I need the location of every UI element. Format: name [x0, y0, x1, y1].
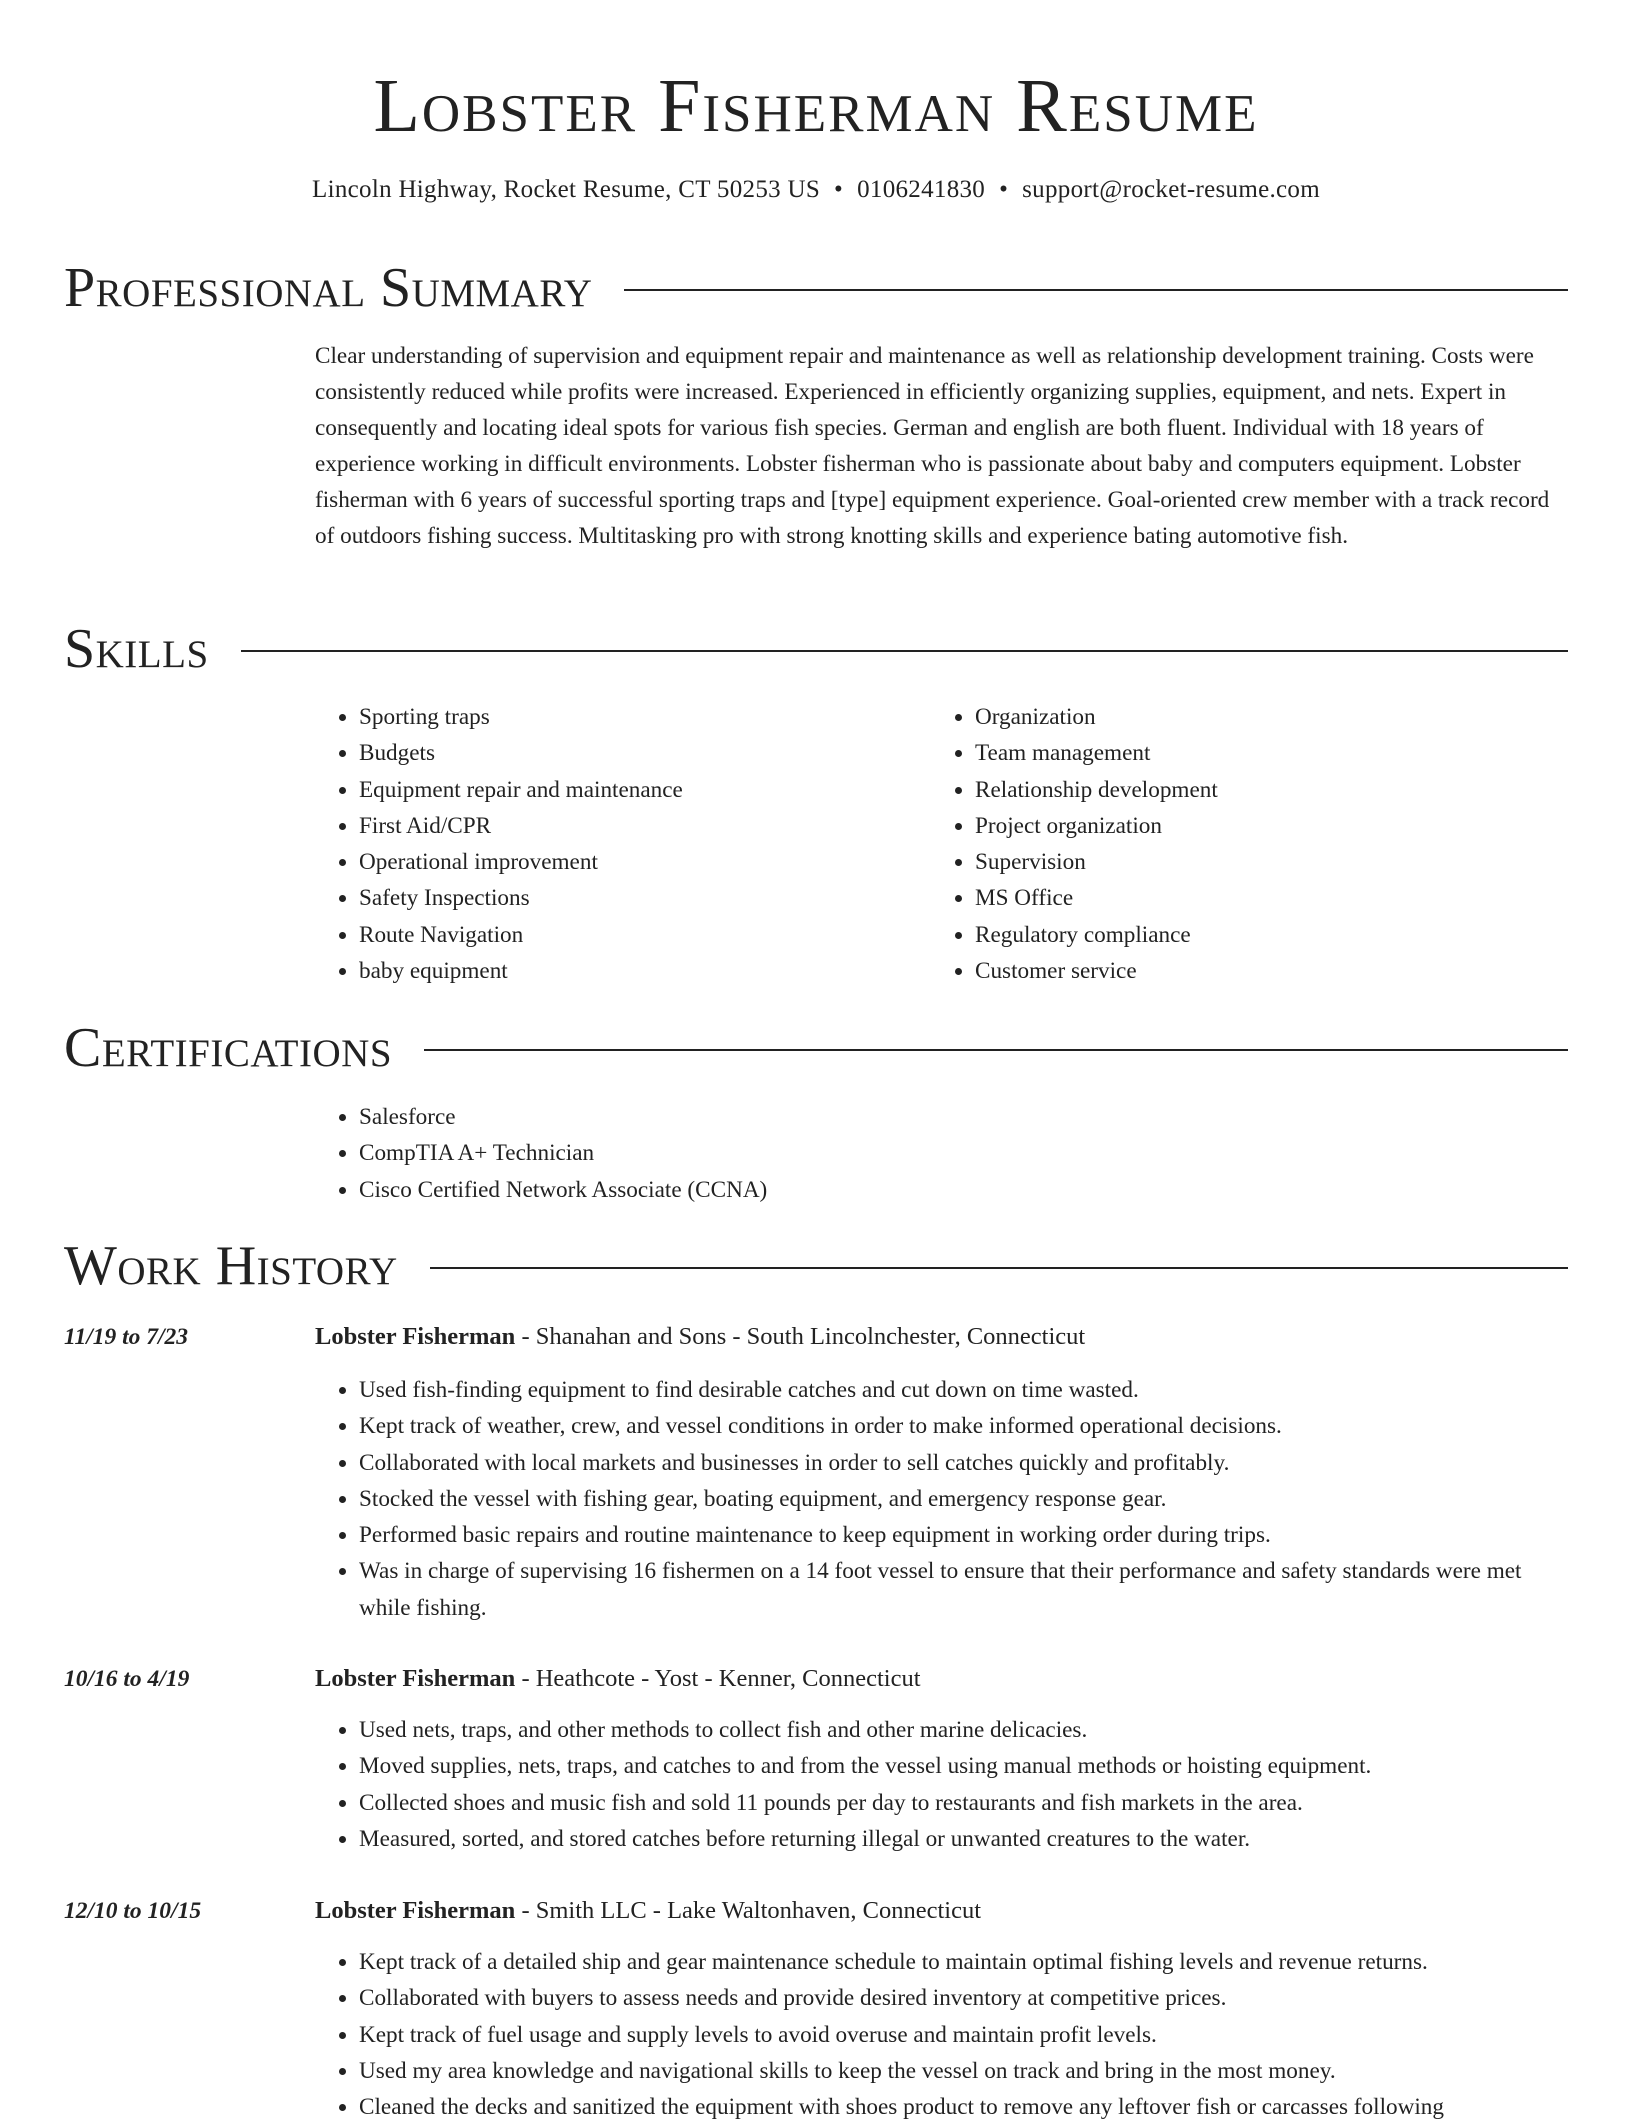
certification-item: • Cisco Certified Network Associate (CCNA): [359, 1172, 1315, 1208]
duty-item: • Used fish-finding equipment to find desirable catches and cut down on time wasted.: [359, 1372, 1568, 1408]
work-history-section-header: [64, 1234, 1568, 1298]
section-divider: [430, 1267, 1568, 1269]
job-employer: - Smith LLC - Lake Waltonhaven, Connecticut: [515, 1897, 982, 1924]
job-title: Lobster Fisherman: [315, 1323, 516, 1350]
skills-section-header: [64, 617, 1568, 681]
duty-item: • Was in charge of supervising 16 fishermen on a 14 foot vessel to ensure that their performance and safety standards were met while fishing.: [359, 1553, 1568, 1626]
skill-item: • Customer service: [975, 953, 1491, 989]
skill-item: • baby equipment: [359, 953, 875, 989]
section-divider: [624, 289, 1568, 291]
skill-item: • Regulatory compliance: [975, 917, 1491, 953]
job-duties: [315, 1944, 1568, 2125]
job-employer: - Shanahan and Sons - South Lincolnchester, Connecticut: [515, 1323, 1086, 1350]
certification-item: • Salesforce: [359, 1099, 1315, 1135]
skill-item: • Supervision: [975, 844, 1491, 880]
skill-item: • Operational improvement: [359, 844, 875, 880]
job-heading: [315, 1319, 1085, 1355]
certification-item: • CompTIA A+ Technician: [359, 1135, 1315, 1171]
duty-item: • Collaborated with buyers to assess needs and provide desired inventory at competitive prices.: [359, 1980, 1568, 2016]
summary-text: Clear understanding of supervision and equipment repair and maintenance as well as relationship development training. Costs were consistently reduced while profits were increased. Experienced in efficiently organizing supplies, equipment, and nets. Expert in consequently and locating ideal spots for various fish species. German and english are both fluent. Individual with 18 years of experience working in difficult environments. Lobster fisherman who is passionate about baby and computers equipment. Lobster fisherman with 6 years of successful sporting traps and [type] equipment experience. Goal-oriented crew member with a track record of outdoors fishing success. Multitasking pro with strong knotting skills and experience bating automotive fish.: [315, 343, 1550, 549]
skill-item: • Route Navigation: [359, 917, 875, 953]
duty-item: • Kept track of fuel usage and supply levels to avoid overuse and maintain profit levels.: [359, 2017, 1568, 2053]
skill-item: • Sporting traps: [359, 699, 875, 735]
summary-section-header: [64, 256, 1568, 320]
job-title: Lobster Fisherman: [315, 1665, 516, 1692]
job-employer: - Heathcote - Yost - Kenner, Connecticut: [515, 1665, 921, 1692]
skills-column-right: [931, 699, 1491, 989]
duty-item: • Collaborated with local markets and businesses in order to sell catches quickly and profitably.: [359, 1445, 1568, 1481]
duty-item: • Used nets, traps, and other methods to collect fish and other marine delicacies.: [359, 1712, 1568, 1748]
skill-item: • Project organization: [975, 808, 1491, 844]
job-duties: [315, 1712, 1568, 1857]
summary-heading: Professional Summary: [64, 257, 593, 319]
job-dates: 11/19 to 7/23: [64, 1324, 189, 1350]
duty-item: • Used my area knowledge and navigational skills to keep the vessel on track and bring in the most money.: [359, 2053, 1568, 2089]
duty-item: • Performed basic repairs and routine maintenance to keep equipment in working order during trips.: [359, 1517, 1568, 1553]
certifications-heading: Certifications: [64, 1017, 393, 1079]
job-duties: [315, 1372, 1568, 1626]
work-history-heading: Work History: [64, 1235, 398, 1297]
contact-separator: •: [999, 176, 1009, 203]
duty-item: • Stocked the vessel with fishing gear, boating equipment, and emergency response gear.: [359, 1481, 1568, 1517]
skill-item: • First Aid/CPR: [359, 808, 875, 844]
skill-item: • Budgets: [359, 735, 875, 771]
duty-item: • Kept track of a detailed ship and gear maintenance schedule to maintain optimal fishing levels and revenue returns.: [359, 1944, 1568, 1980]
duty-item: • Moved supplies, nets, traps, and catches to and from the vessel using manual methods or hoisting equipment.: [359, 1748, 1568, 1784]
duty-item: • Collected shoes and music fish and sold 11 pounds per day to restaurants and fish markets in the area.: [359, 1785, 1568, 1821]
section-divider: [424, 1049, 1568, 1051]
job-dates: 10/16 to 4/19: [64, 1666, 190, 1692]
skills-heading: Skills: [64, 618, 209, 680]
job-dates: 12/10 to 10/15: [64, 1898, 202, 1924]
skills-column-left: [315, 699, 875, 989]
contact-separator: •: [834, 176, 844, 203]
skill-item: • MS Office: [975, 880, 1491, 916]
skill-item: • Team management: [975, 735, 1491, 771]
job-heading: [315, 1661, 921, 1697]
section-divider: [241, 650, 1568, 652]
duty-item: • Cleaned the decks and sanitized the equipment with shoes product to remove any leftover fish or carcasses following: [359, 2089, 1568, 2125]
resume-title: Lobster Fisherman Resume: [373, 64, 1259, 148]
skill-item: • Relationship development: [975, 772, 1491, 808]
contact-phone[interactable]: 0106241830: [857, 176, 986, 203]
job-heading: [315, 1893, 981, 1929]
skill-item: • Equipment repair and maintenance: [359, 772, 875, 808]
contact-line: [0, 174, 1632, 206]
job-title: Lobster Fisherman: [315, 1897, 516, 1924]
duty-item: • Kept track of weather, crew, and vessel conditions in order to make informed operational decisions.: [359, 1408, 1568, 1444]
skill-item: • Safety Inspections: [359, 880, 875, 916]
contact-email[interactable]: support@rocket-resume.com: [1022, 176, 1320, 203]
certifications-list: [315, 1099, 1315, 1208]
certifications-section-header: [64, 1016, 1568, 1080]
skill-item: • Organization: [975, 699, 1491, 735]
contact-address: Lincoln Highway, Rocket Resume, CT 50253 US: [312, 176, 821, 203]
duty-item: • Measured, sorted, and stored catches before returning illegal or unwanted creatures to the water.: [359, 1821, 1568, 1857]
